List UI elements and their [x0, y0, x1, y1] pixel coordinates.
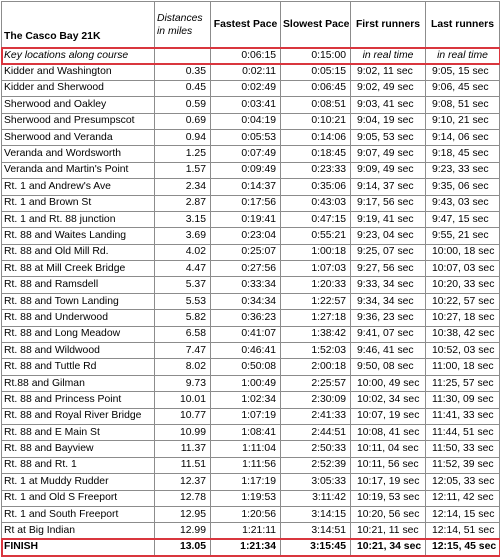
- distance-cell: 0.69: [155, 113, 211, 129]
- table-row: [2, 326, 500, 342]
- distance-cell: 5.37: [155, 277, 211, 293]
- distance-cell: 1.25: [155, 146, 211, 162]
- fastest-pace-cell: 1:07:19: [211, 408, 281, 424]
- first-runners-cell: 9:23, 04 sec: [351, 228, 426, 244]
- slowest-pace-cell: 0:47:15: [281, 211, 351, 227]
- distance-cell: 4.47: [155, 261, 211, 277]
- last-runners-cell: 11:25, 57 sec: [426, 375, 500, 391]
- last-runners-cell: 10:00, 18 sec: [426, 244, 500, 260]
- last-runners-cell: 9:47, 15 sec: [426, 211, 500, 227]
- last-runners-cell: 9:05, 15 sec: [426, 64, 500, 80]
- fastest-pace-cell: 1:08:41: [211, 424, 281, 440]
- slowest-pace-cell: 1:07:03: [281, 261, 351, 277]
- fastest-pace-cell: 1:11:04: [211, 441, 281, 457]
- slowest-pace-cell: 1:00:18: [281, 244, 351, 260]
- location-cell: Rt. 88 and Ramsdell: [2, 277, 155, 293]
- slowest-pace-cell: 1:22:57: [281, 293, 351, 309]
- table-title: The Casco Bay 21K: [2, 2, 155, 48]
- location-cell: Kidder and Sherwood: [2, 80, 155, 96]
- last-runners-cell: 10:38, 42 sec: [426, 326, 500, 342]
- slowest-pace-cell: 2:00:18: [281, 359, 351, 375]
- fastest-pace-cell: 1:02:34: [211, 392, 281, 408]
- distance-cell: 3.69: [155, 228, 211, 244]
- first-runners-cell: 10:20, 56 sec: [351, 506, 426, 522]
- distance-cell: 12.37: [155, 474, 211, 490]
- distance-cell: 11.51: [155, 457, 211, 473]
- slowest-pace-cell: 0:43:03: [281, 195, 351, 211]
- table-row: [2, 97, 500, 113]
- table-row: [2, 441, 500, 457]
- fastest-pace-cell: 0:36:23: [211, 310, 281, 326]
- fastest-pace-cell: 0:27:56: [211, 261, 281, 277]
- first-runners-cell: 10:17, 19 sec: [351, 474, 426, 490]
- key-distance: [155, 48, 211, 64]
- table-row: [2, 80, 500, 96]
- table-row: [2, 474, 500, 490]
- fastest-pace-cell: 0:33:34: [211, 277, 281, 293]
- table-row: [2, 195, 500, 211]
- slowest-pace-cell: 1:52:03: [281, 343, 351, 359]
- key-last: in real time: [426, 48, 500, 64]
- slowest-pace-cell: 3:14:15: [281, 506, 351, 522]
- fastest-pace-cell: 0:41:07: [211, 326, 281, 342]
- fastest-pace-cell: 0:17:56: [211, 195, 281, 211]
- slowest-pace-cell: 0:08:51: [281, 97, 351, 113]
- location-cell: Rt. 1 and Old S Freeport: [2, 490, 155, 506]
- header-row: [2, 2, 500, 48]
- location-cell: Rt. 1 and South Freeport: [2, 506, 155, 522]
- table-row: [2, 162, 500, 178]
- first-runners-cell: 9:05, 53 sec: [351, 129, 426, 145]
- table-row: [2, 261, 500, 277]
- distance-cell: 4.02: [155, 244, 211, 260]
- fastest-pace-cell: 1:21:34: [211, 539, 281, 555]
- key-row: [2, 48, 500, 64]
- slowest-pace-cell: 2:25:57: [281, 375, 351, 391]
- last-runners-cell: 10:20, 33 sec: [426, 277, 500, 293]
- location-cell: Rt. 88 and Old Mill Rd.: [2, 244, 155, 260]
- first-runners-cell: 9:25, 07 sec: [351, 244, 426, 260]
- fastest-pace-cell: 0:02:11: [211, 64, 281, 80]
- first-runners-cell: 9:34, 34 sec: [351, 293, 426, 309]
- distance-cell: 1.57: [155, 162, 211, 178]
- first-runners-cell: 10:19, 53 sec: [351, 490, 426, 506]
- last-runners-cell: 11:44, 51 sec: [426, 424, 500, 440]
- location-cell: Rt. 88 and Long Meadow: [2, 326, 155, 342]
- slowest-pace-cell: 0:55:21: [281, 228, 351, 244]
- last-runners-cell: 10:52, 03 sec: [426, 343, 500, 359]
- last-runners-cell: 9:14, 06 sec: [426, 129, 500, 145]
- fastest-pace-cell: 1:21:11: [211, 523, 281, 539]
- fastest-pace-cell: 0:09:49: [211, 162, 281, 178]
- location-cell: Rt. 1 and Andrew's Ave: [2, 179, 155, 195]
- fastest-pace-cell: 0:03:41: [211, 97, 281, 113]
- last-runners-cell: 9:06, 45 sec: [426, 80, 500, 96]
- first-runners-cell: 9:19, 41 sec: [351, 211, 426, 227]
- first-runners-cell: 10:08, 41 sec: [351, 424, 426, 440]
- distance-cell: 0.35: [155, 64, 211, 80]
- fastest-pace-cell: 1:17:19: [211, 474, 281, 490]
- first-runners-cell: 10:00, 49 sec: [351, 375, 426, 391]
- distance-cell: 2.34: [155, 179, 211, 195]
- table-row: [2, 506, 500, 522]
- key-slowest: 0:15:00: [281, 48, 351, 64]
- first-runners-cell: 9:04, 19 sec: [351, 113, 426, 129]
- location-cell: Rt. 88 at Mill Creek Bridge: [2, 261, 155, 277]
- key-label: Key locations along course: [2, 48, 155, 64]
- table-row: [2, 375, 500, 391]
- table-row: [2, 211, 500, 227]
- location-cell: Kidder and Washington: [2, 64, 155, 80]
- last-runners-cell: 12:14, 51 sec: [426, 523, 500, 539]
- slowest-pace-cell: 3:05:33: [281, 474, 351, 490]
- location-cell: Sherwood and Veranda: [2, 129, 155, 145]
- location-cell: Rt. 88 and Princess Point: [2, 392, 155, 408]
- table-row: [2, 424, 500, 440]
- first-runners-cell: 10:07, 19 sec: [351, 408, 426, 424]
- slowest-pace-cell: 0:35:06: [281, 179, 351, 195]
- last-runners-cell: 9:10, 21 sec: [426, 113, 500, 129]
- first-runners-cell: 9:07, 49 sec: [351, 146, 426, 162]
- location-cell: Rt. 88 and Tuttle Rd: [2, 359, 155, 375]
- finish-row: [2, 539, 500, 555]
- slowest-pace-cell: 0:23:33: [281, 162, 351, 178]
- table-row: [2, 457, 500, 473]
- distance-cell: 8.02: [155, 359, 211, 375]
- location-cell: FINISH: [2, 539, 155, 555]
- first-runners-cell: 9:14, 37 sec: [351, 179, 426, 195]
- location-cell: Sherwood and Oakley: [2, 97, 155, 113]
- fastest-pace-cell: 0:50:08: [211, 359, 281, 375]
- first-runners-cell: 10:02, 34 sec: [351, 392, 426, 408]
- distance-cell: 10.77: [155, 408, 211, 424]
- slowest-pace-cell: 1:20:33: [281, 277, 351, 293]
- first-runners-cell: 9:36, 23 sec: [351, 310, 426, 326]
- first-runners-cell: 9:46, 41 sec: [351, 343, 426, 359]
- first-runners-cell: 9:27, 56 sec: [351, 261, 426, 277]
- slowest-pace-cell: 2:41:33: [281, 408, 351, 424]
- distance-cell: 2.87: [155, 195, 211, 211]
- first-runners-cell: 9:17, 56 sec: [351, 195, 426, 211]
- distance-cell: 3.15: [155, 211, 211, 227]
- fastest-pace-cell: 1:11:56: [211, 457, 281, 473]
- last-runners-cell: 12:05, 33 sec: [426, 474, 500, 490]
- last-runners-cell: 9:08, 51 sec: [426, 97, 500, 113]
- first-runners-cell: 9:50, 08 sec: [351, 359, 426, 375]
- distance-cell: 9.73: [155, 375, 211, 391]
- fastest-pace-cell: 1:19:53: [211, 490, 281, 506]
- pace-table: [1, 1, 500, 556]
- last-runners-cell: 9:18, 45 sec: [426, 146, 500, 162]
- last-runners-cell: 10:22, 57 sec: [426, 293, 500, 309]
- fastest-pace-cell: 0:19:41: [211, 211, 281, 227]
- distance-cell: 0.59: [155, 97, 211, 113]
- distance-cell: 12.78: [155, 490, 211, 506]
- slowest-pace-cell: 1:27:18: [281, 310, 351, 326]
- location-cell: Rt. 88 and Rt. 1: [2, 457, 155, 473]
- table-row: [2, 293, 500, 309]
- last-runners-cell: 9:23, 33 sec: [426, 162, 500, 178]
- table-row: [2, 310, 500, 326]
- first-runners-cell: 9:02, 49 sec: [351, 80, 426, 96]
- table-row: [2, 277, 500, 293]
- first-runners-cell: 9:03, 41 sec: [351, 97, 426, 113]
- slowest-pace-header: Slowest Pace: [281, 2, 351, 48]
- table-row: [2, 146, 500, 162]
- fastest-pace-cell: 1:20:56: [211, 506, 281, 522]
- last-runners-cell: 12:15, 45 sec: [426, 539, 500, 555]
- location-cell: Rt. 88 and Underwood: [2, 310, 155, 326]
- location-cell: Veranda and Wordsworth: [2, 146, 155, 162]
- location-cell: Rt. 88 and Wildwood: [2, 343, 155, 359]
- distance-cell: 0.45: [155, 80, 211, 96]
- table-row: [2, 64, 500, 80]
- distance-cell: 5.82: [155, 310, 211, 326]
- first-runners-cell: 9:33, 34 sec: [351, 277, 426, 293]
- location-cell: Rt.88 and Gilman: [2, 375, 155, 391]
- distance-cell: 13.05: [155, 539, 211, 555]
- location-cell: Rt at Big Indian: [2, 523, 155, 539]
- last-runners-cell: 10:07, 03 sec: [426, 261, 500, 277]
- fastest-pace-cell: 0:25:07: [211, 244, 281, 260]
- slowest-pace-cell: 3:14:51: [281, 523, 351, 539]
- last-runners-cell: 11:52, 39 sec: [426, 457, 500, 473]
- location-cell: Rt. 88 and E Main St: [2, 424, 155, 440]
- last-runners-header: Last runners: [426, 2, 500, 48]
- slowest-pace-cell: 3:11:42: [281, 490, 351, 506]
- distance-cell: 12.99: [155, 523, 211, 539]
- distance-cell: 5.53: [155, 293, 211, 309]
- slowest-pace-cell: 2:52:39: [281, 457, 351, 473]
- distance-cell: 6.58: [155, 326, 211, 342]
- first-runners-cell: 10:21, 34 sec: [351, 539, 426, 555]
- fastest-pace-cell: 0:07:49: [211, 146, 281, 162]
- table-row: [2, 113, 500, 129]
- last-runners-cell: 9:43, 03 sec: [426, 195, 500, 211]
- distance-cell: 10.99: [155, 424, 211, 440]
- fastest-pace-cell: 0:05:53: [211, 129, 281, 145]
- first-runners-header: First runners: [351, 2, 426, 48]
- last-runners-cell: 9:35, 06 sec: [426, 179, 500, 195]
- slowest-pace-cell: 1:38:42: [281, 326, 351, 342]
- distance-cell: 0.94: [155, 129, 211, 145]
- location-cell: Rt. 88 and Royal River Bridge: [2, 408, 155, 424]
- slowest-pace-cell: 2:30:09: [281, 392, 351, 408]
- first-runners-cell: 10:11, 56 sec: [351, 457, 426, 473]
- table-row: [2, 129, 500, 145]
- last-runners-cell: 10:27, 18 sec: [426, 310, 500, 326]
- first-runners-cell: 9:09, 49 sec: [351, 162, 426, 178]
- table-row: [2, 244, 500, 260]
- table-row: [2, 392, 500, 408]
- slowest-pace-cell: 2:50:33: [281, 441, 351, 457]
- first-runners-cell: 9:41, 07 sec: [351, 326, 426, 342]
- table-row: [2, 408, 500, 424]
- last-runners-cell: 11:00, 18 sec: [426, 359, 500, 375]
- table-row: [2, 343, 500, 359]
- fastest-pace-cell: 0:46:41: [211, 343, 281, 359]
- fastest-pace-cell: 1:00:49: [211, 375, 281, 391]
- slowest-pace-cell: 0:06:45: [281, 80, 351, 96]
- fastest-pace-header: Fastest Pace: [211, 2, 281, 48]
- last-runners-cell: 11:50, 33 sec: [426, 441, 500, 457]
- fastest-pace-cell: 0:02:49: [211, 80, 281, 96]
- location-cell: Rt. 88 and Waites Landing: [2, 228, 155, 244]
- fastest-pace-cell: 0:23:04: [211, 228, 281, 244]
- last-runners-cell: 12:14, 15 sec: [426, 506, 500, 522]
- distance-cell: 11.37: [155, 441, 211, 457]
- key-first: in real time: [351, 48, 426, 64]
- slowest-pace-cell: 2:44:51: [281, 424, 351, 440]
- slowest-pace-cell: 0:05:15: [281, 64, 351, 80]
- location-cell: Veranda and Martin's Point: [2, 162, 155, 178]
- location-cell: Rt. 1 and Rt. 88 junction: [2, 211, 155, 227]
- distance-cell: 7.47: [155, 343, 211, 359]
- location-cell: Sherwood and Presumpscot: [2, 113, 155, 129]
- last-runners-cell: 11:41, 33 sec: [426, 408, 500, 424]
- fastest-pace-cell: 0:14:37: [211, 179, 281, 195]
- distance-cell: 10.01: [155, 392, 211, 408]
- slowest-pace-cell: 0:18:45: [281, 146, 351, 162]
- slowest-pace-cell: 0:10:21: [281, 113, 351, 129]
- distance-cell: 12.95: [155, 506, 211, 522]
- location-cell: Rt. 88 and Bayview: [2, 441, 155, 457]
- slowest-pace-cell: 3:15:45: [281, 539, 351, 555]
- first-runners-cell: 10:21, 11 sec: [351, 523, 426, 539]
- fastest-pace-cell: 0:34:34: [211, 293, 281, 309]
- table-row: [2, 523, 500, 539]
- location-cell: Rt. 1 at Muddy Rudder: [2, 474, 155, 490]
- last-runners-cell: 12:11, 42 sec: [426, 490, 500, 506]
- table-row: [2, 228, 500, 244]
- first-runners-cell: 9:02, 11 sec: [351, 64, 426, 80]
- key-fastest: 0:06:15: [211, 48, 281, 64]
- first-runners-cell: 10:11, 04 sec: [351, 441, 426, 457]
- fastest-pace-cell: 0:04:19: [211, 113, 281, 129]
- table-row: [2, 490, 500, 506]
- table-row: [2, 179, 500, 195]
- location-cell: Rt. 1 and Brown St: [2, 195, 155, 211]
- slowest-pace-cell: 0:14:06: [281, 129, 351, 145]
- table-row: [2, 359, 500, 375]
- last-runners-cell: 9:55, 21 sec: [426, 228, 500, 244]
- distances-header: Distances in miles: [155, 2, 211, 48]
- location-cell: Rt. 88 and Town Landing: [2, 293, 155, 309]
- last-runners-cell: 11:30, 09 sec: [426, 392, 500, 408]
